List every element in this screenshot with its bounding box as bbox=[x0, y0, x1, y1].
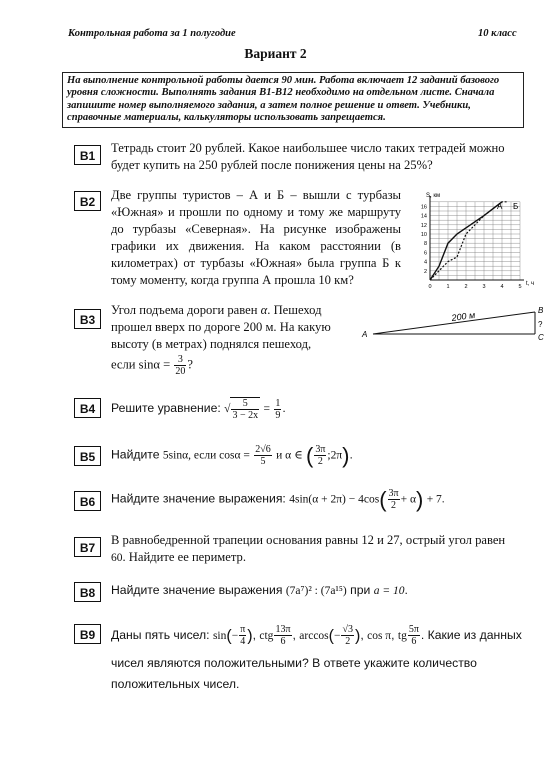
task-b7-text: В равнобедренной трапеции основания равны 12 и 27, острый угол равен 60. Найдите ее периметр. bbox=[111, 533, 506, 564]
task-b9-text: Даны пять чисел: sin(− $\frac{\pi}{4}$ ), ctg $\frac{13\pi}{6}$ , arccos(− $\frac{√3}{2}$ ), cos π, tg $\frac{5\pi}{6}$ . Какие из данных чисел являются положительными? В ответе укажите количество положительных чисел. bbox=[111, 624, 522, 691]
point-b-label: B bbox=[538, 306, 544, 315]
x-tick-label: 5 bbox=[518, 284, 522, 290]
series-b-label: Б bbox=[513, 202, 519, 211]
point-a-label: A bbox=[362, 330, 368, 339]
x-tick-label: 4 bbox=[500, 284, 504, 290]
task-b3-text: Угол подъема дороги равен α. Пешеход прошел вверх по дороге 200 м. На какую высоту (в метрах) поднялся пешеход, если sinα = $\frac{3}{20}$ ? bbox=[111, 303, 331, 377]
task-number-b2: B2 bbox=[74, 191, 101, 211]
series-b-line bbox=[430, 202, 507, 280]
height-question-label: ? bbox=[538, 320, 543, 329]
task-number-b3: B3 bbox=[74, 309, 101, 329]
task-b1-text: Тетрадь стоит 20 рублей. Какое наибольшее число таких тетрадей можно будет купить на 250 рублей после понижения цены на 25%? bbox=[111, 141, 505, 172]
y-tick-label: 8 bbox=[423, 241, 427, 248]
y-tick-label: 4 bbox=[423, 259, 427, 266]
task-number-b9: B9 bbox=[74, 624, 101, 644]
task-number-b8: B8 bbox=[74, 582, 101, 602]
instructions-box: На выполнение контрольной работы дается 90 мин. Работа включает 12 заданий базового уровня сложности. Выполнять задания В1-В12 необходимо на отдельном листе. Сначала запишите номер выполняемого задания, а затем полное решение и ответ. Учебники, справочные материалы, калькуляторы использовать запрещается. bbox=[62, 72, 524, 128]
header-grade: 10 класс bbox=[478, 28, 517, 39]
task-b5-text: Найдите 5sinα, если cosα = $\frac{2√6}{5}$ и α ∈ ( $\frac{3\pi}{2}$ ;2π). bbox=[111, 443, 353, 468]
graph-grid bbox=[430, 202, 520, 280]
y-tick-label: 2 bbox=[423, 268, 427, 275]
variant-title: Вариант 2 bbox=[244, 46, 307, 61]
x-tick-label: 3 bbox=[482, 284, 486, 290]
task-b8-text: Найдите значение выражения (7a⁷)² : (7a¹⁵) при a = 10. bbox=[111, 583, 408, 597]
x-unit-label: t, ч bbox=[526, 281, 535, 287]
series-a-label: А bbox=[497, 202, 503, 211]
x-tick-label: 1 bbox=[446, 284, 450, 290]
y-tick-label: 6 bbox=[423, 250, 427, 257]
point-c-label: C bbox=[538, 333, 544, 342]
y-tick-label: 16 bbox=[420, 204, 427, 211]
y-tick-label: 12 bbox=[420, 222, 427, 229]
x-tick-label: 2 bbox=[464, 284, 468, 290]
sqrt-expression: √ $\frac{5}{3 - 2x}$ bbox=[224, 398, 259, 421]
task-number-b6: B6 bbox=[74, 491, 101, 511]
task-number-b4: B4 bbox=[74, 398, 101, 418]
task-number-b1: B1 bbox=[74, 145, 101, 165]
task-b4-text: Решите уравнение: √ $\frac{5}{3 - 2x}$ = $\frac{1}{9}$ . bbox=[111, 397, 286, 421]
road-figure bbox=[360, 302, 550, 342]
y-tick-label: 14 bbox=[420, 213, 427, 220]
road-length-label: 200 м bbox=[450, 309, 476, 323]
y-tick-label: 10 bbox=[420, 232, 427, 238]
y-unit-label: S, км bbox=[426, 193, 441, 199]
task-b6-text: Найдите значение выражения: 4sin(α + 2π) − 4cos( $\frac{3\pi}{2}$ + α) + 7. bbox=[111, 487, 445, 512]
header-course: Контрольная работа за 1 полугодие bbox=[68, 28, 236, 39]
task-b2-text: Две группы туристов – А и Б – вышли с турбазы «Южная» и прошли по одному и тому же маршруту до турбазы «Северная». На рисунке изображены графики их движения. На каком расстоянии (в километрах) от турбазы «Южная» была группа Б к тому моменту, когда группа А прошла 10 км? bbox=[111, 188, 401, 287]
x-tick-label: 0 bbox=[428, 284, 432, 290]
movement-graph bbox=[412, 188, 547, 292]
task-number-b7: B7 bbox=[74, 537, 101, 557]
task-number-b5: B5 bbox=[74, 446, 101, 466]
